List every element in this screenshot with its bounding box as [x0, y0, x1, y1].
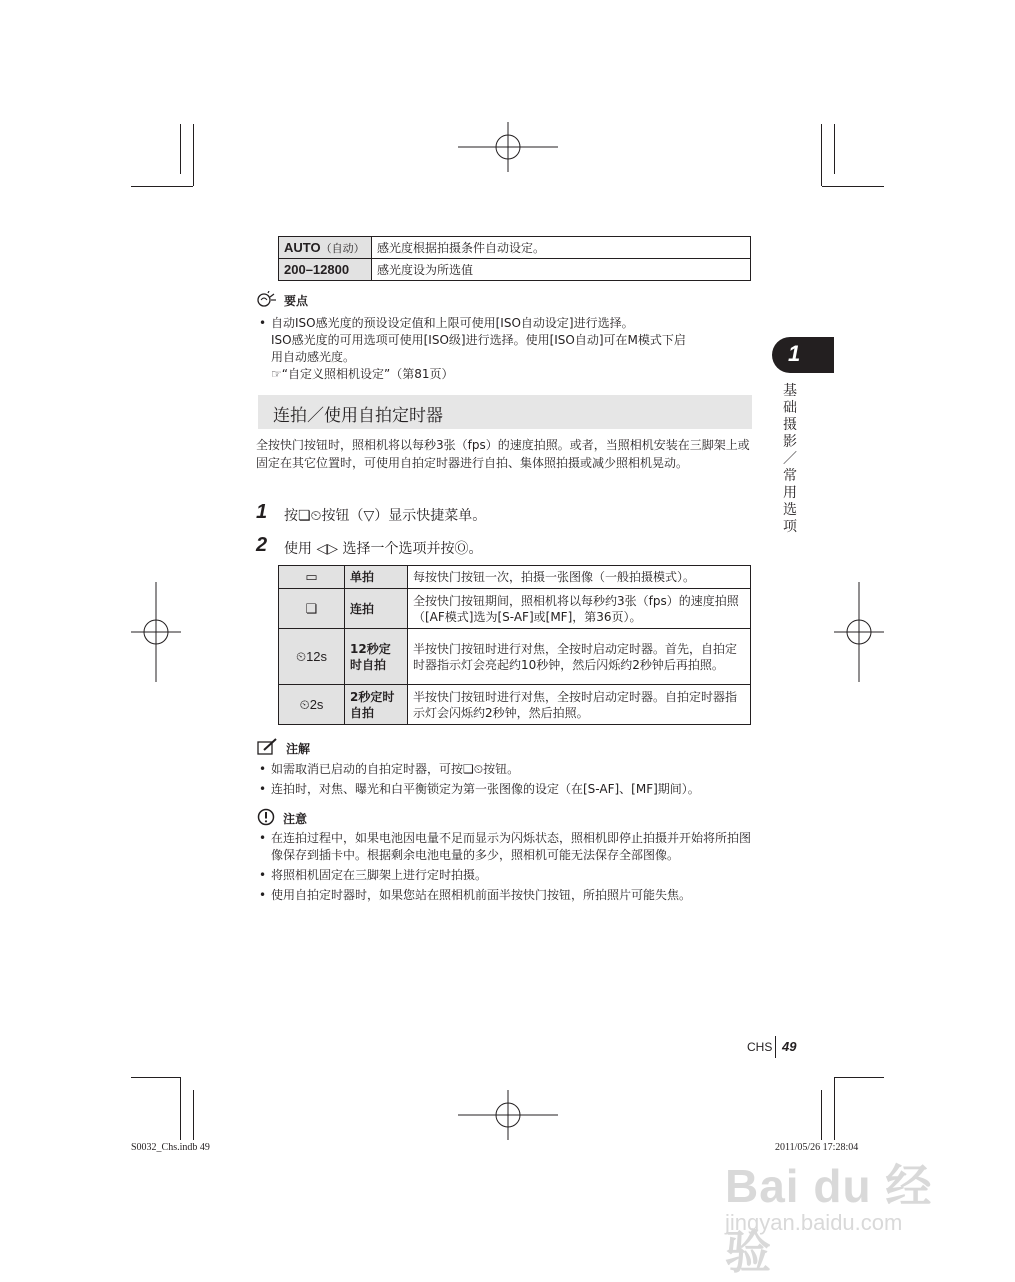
registration-mark-right — [834, 582, 884, 682]
caution-text: 使用自拍定时器时，如果您站在照相机前面半按快门按钮，所拍照片可能失焦。 — [271, 888, 692, 902]
iso-desc: 感光度根据拍摄条件自动设定。 — [372, 237, 751, 259]
page-ref-icon: ☞ — [271, 367, 282, 381]
step-text-part: 按钮（ — [321, 508, 364, 524]
left-right-arrows-icon: ◁▷ — [316, 541, 338, 557]
chapter-number: 1 — [788, 341, 801, 366]
hint-text — [259, 315, 751, 383]
drive-mode-table — [278, 565, 751, 725]
section-intro: 全按快门按钮时，照相机将以每秒3张（fps）的速度拍照。或者，当照相机安装在三脚架上或固定在其它位置时，可使用自拍定时器进行自拍、集体照拍摄或减少照相机晃动。 — [256, 438, 750, 470]
ok-button-icon: Ⓞ — [454, 541, 469, 557]
section-title: 连拍／使用自拍定时器 — [273, 406, 443, 426]
step-text — [284, 505, 486, 525]
note-text: 按钮。 — [483, 762, 520, 776]
step-text-part: 。 — [468, 541, 483, 557]
caution-icon — [257, 808, 275, 826]
step-text-part: 选择一个选项并按 — [342, 541, 455, 557]
table-row — [279, 237, 751, 259]
crop-mark — [180, 124, 181, 174]
note-item — [259, 781, 751, 798]
iso-desc: 感光度设为所选值 — [372, 259, 751, 281]
section-heading-bar — [258, 395, 752, 429]
note-text: 连拍时，对焦、曝光和白平衡锁定为第一张图像的设定（在[S-AF]、[MF]期间）。 — [271, 782, 700, 796]
page-number: 49 — [782, 1039, 797, 1054]
note-title: 注解 — [286, 742, 311, 756]
iso-key-note: （自动） — [320, 242, 365, 255]
mode-desc: 半按快门按钮时进行对焦，全按时启动定时器。首先，自拍定时器指示灯会亮起约10秒钟，然后闪烁约2秒钟后再拍照。 — [408, 629, 751, 685]
self-timer-2s-icon: ⏲2s — [279, 685, 345, 725]
self-timer-12s-icon: ⏲12s — [279, 629, 345, 685]
mode-desc: 半按快门按钮时进行对焦，全按时启动定时器。自拍定时器指示灯会闪烁约2秒钟，然后拍照。 — [408, 685, 751, 725]
note-icon — [256, 738, 278, 756]
single-shot-icon: ▭ — [279, 566, 345, 589]
mode-name: 2秒定时自拍 — [345, 685, 408, 725]
table-key-cell — [279, 237, 372, 259]
step-text-part: ）显示快捷菜单。 — [374, 508, 487, 524]
mode-name: 单拍 — [345, 566, 408, 589]
caution-item — [259, 867, 751, 884]
table-row — [279, 566, 751, 589]
down-arrow-icon: ▽ — [363, 508, 375, 524]
step-text — [284, 538, 482, 558]
step-text-part: 按 — [284, 508, 298, 524]
crop-mark — [193, 124, 194, 186]
watermark-url: jingyan.baidu.com — [725, 1210, 903, 1235]
caution-text: 将照相机固定在三脚架上进行定时拍摄。 — [271, 868, 488, 882]
iso-key: AUTO — [284, 239, 321, 255]
hint-icon — [256, 291, 278, 309]
mode-desc: 全按快门按钮期间，照相机将以每秒约3张（fps）的速度拍照（[AF模式]选为[S-AF]或[MF]，第36页）。 — [408, 589, 751, 629]
crop-mark — [180, 1077, 181, 1140]
bullet-dot: • — [259, 888, 267, 902]
crop-mark — [131, 186, 193, 187]
slug-date: 2011/05/26 17:28:04 — [775, 1142, 859, 1153]
crop-mark — [834, 1077, 835, 1140]
hint-line: ISO感光度的可用选项可使用[ISO级]进行选择。使用[ISO自动]可在M模式下启 — [271, 333, 686, 347]
caution-item — [259, 887, 751, 904]
bullet-dot: • — [259, 831, 267, 845]
crop-mark — [822, 186, 884, 187]
mode-name: 连拍 — [345, 589, 408, 629]
hint-line: 用自动感光度。 — [271, 350, 356, 364]
mode-name: 12秒定时自拍 — [345, 629, 408, 685]
crop-mark — [834, 1077, 884, 1078]
drive-button-icon: ❏⏲ — [298, 508, 322, 524]
watermark — [725, 1150, 955, 1278]
hint-ref-text: “自定义照相机设定”（第81页） — [281, 367, 454, 381]
bullet-dot: • — [259, 868, 267, 882]
mode-desc: 每按快门按钮一次，拍摄一张图像（一般拍摄模式）。 — [408, 566, 751, 589]
note-item — [259, 761, 751, 778]
drive-button-icon: ❏⏲ — [463, 762, 484, 776]
step-number: 2 — [256, 534, 268, 556]
table-row — [279, 685, 751, 725]
registration-mark-bottom — [458, 1090, 558, 1140]
sequential-icon: ❏ — [279, 589, 345, 629]
caution-text: 在连拍过程中，如果电池因电量不足而显示为闪烁状态，照相机即停止拍摄并开始将所拍图像保存到插卡中。根据剩余电池电量的多少，照相机可能无法保存全部图像。 — [271, 831, 752, 862]
crop-mark — [834, 124, 835, 174]
footer-language: CHS — [747, 1040, 773, 1054]
caution-item — [259, 830, 752, 864]
note-text: 如需取消已启动的自拍定时器，可按 — [271, 762, 464, 776]
table-key-cell — [279, 259, 372, 281]
crop-mark — [821, 124, 822, 186]
bullet-dot: • — [259, 782, 267, 796]
crop-mark — [131, 1077, 181, 1078]
watermark-brand: Bai du 经验 — [725, 1160, 933, 1278]
hint-line: 自动ISO感光度的预设设定值和上限可使用[ISO自动设定]进行选择。 — [271, 316, 634, 330]
caution-title: 注意 — [283, 812, 308, 826]
crop-mark — [193, 1090, 194, 1140]
hint-ref — [271, 366, 751, 383]
chapter-label: 基础摄影／常用选项 — [783, 383, 797, 535]
chapter-tab — [772, 337, 834, 373]
table-row — [279, 589, 751, 629]
step-text-part: 使用 — [284, 541, 312, 557]
registration-mark-top — [458, 122, 558, 172]
hint-title: 要点 — [284, 294, 309, 308]
table-row — [279, 259, 751, 281]
slug-file: S0032_Chs.indb 49 — [131, 1142, 210, 1153]
step-number: 1 — [256, 501, 268, 523]
table-row — [279, 629, 751, 685]
footer-divider — [775, 1036, 776, 1058]
registration-mark-left — [131, 582, 181, 682]
bullet-dot: • — [259, 762, 267, 776]
crop-mark — [821, 1090, 822, 1140]
iso-table — [278, 236, 751, 281]
iso-key: 200–12800 — [284, 262, 350, 277]
bullet-dot: • — [259, 316, 267, 330]
